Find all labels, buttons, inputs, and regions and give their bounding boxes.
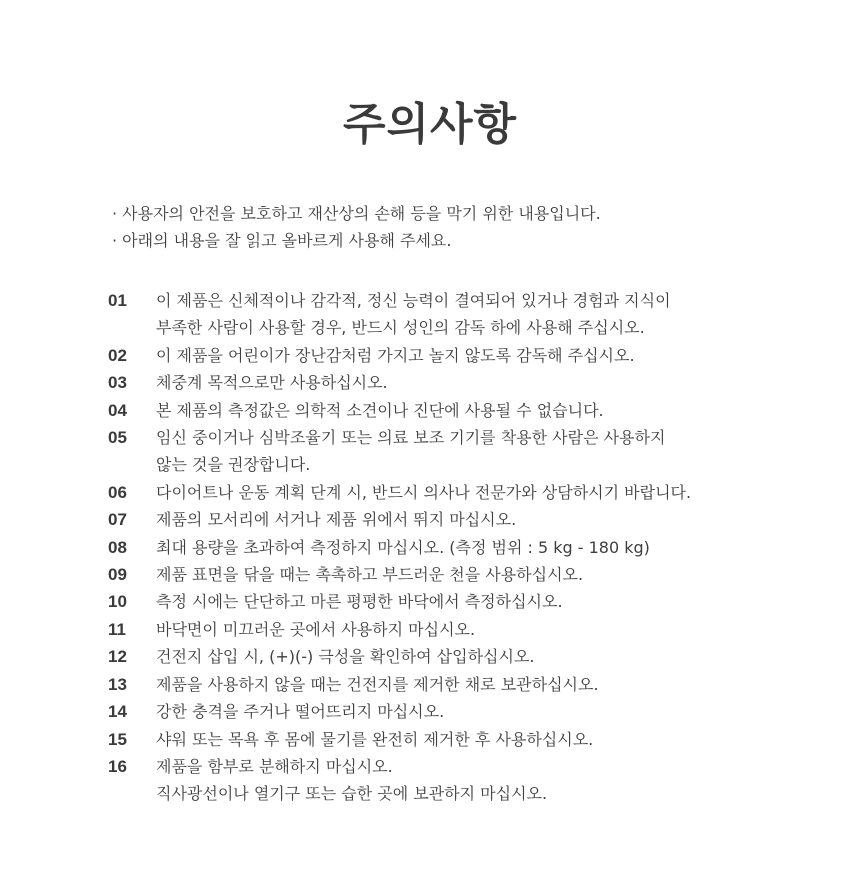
caution-text xyxy=(156,726,828,753)
caution-text-line: 부족한 사람이 사용할 경우, 반드시 성인의 감독 하에 사용해 주십시오. xyxy=(156,318,645,338)
intro-item: · 사용자의 안전을 보호하고 재산상의 손해 등을 막기 위한 내용입니다. xyxy=(112,204,601,223)
caution-number: 14 xyxy=(108,702,127,722)
caution-text xyxy=(156,424,828,479)
intro-list xyxy=(112,200,601,254)
caution-number: 15 xyxy=(108,729,127,749)
caution-text xyxy=(156,588,828,615)
caution-text xyxy=(156,698,828,725)
caution-text xyxy=(156,561,828,588)
caution-item xyxy=(108,588,828,615)
caution-text-line: 강한 충격을 주거나 떨어뜨리지 마십시오. xyxy=(156,702,445,722)
caution-number: 06 xyxy=(108,482,127,502)
caution-number: 03 xyxy=(108,373,127,393)
caution-number: 11 xyxy=(108,619,126,639)
caution-item xyxy=(108,397,828,424)
caution-text-line: 않는 것을 권장합니다. xyxy=(156,455,311,475)
caution-item xyxy=(108,671,828,698)
caution-item xyxy=(108,342,828,369)
caution-text-line: 임신 중이거나 심박조율기 또는 의료 보조 기기를 착용한 사람은 사용하지 xyxy=(156,428,666,448)
caution-text-line: 건전지 삽입 시, (+)(-) 극성을 확인하여 삽입하십시오. xyxy=(156,647,535,667)
caution-number: 05 xyxy=(108,428,127,448)
caution-text-line: 이 제품은 신체적이나 감각적, 정신 능력이 결여되어 있거나 경험과 지식이 xyxy=(156,291,671,310)
caution-text-line: 제품을 사용하지 않을 때는 건전지를 제거한 채로 보관하십시오. xyxy=(156,674,599,694)
caution-text xyxy=(156,369,828,396)
caution-item xyxy=(108,287,828,342)
caution-text xyxy=(156,753,828,808)
caution-item xyxy=(108,424,828,479)
caution-number: 10 xyxy=(108,592,127,612)
caution-text xyxy=(156,506,828,533)
caution-text-line: 제품의 모서리에 서거나 제품 위에서 뛰지 마십시오. xyxy=(156,510,517,530)
caution-number: 07 xyxy=(108,510,127,530)
caution-number: 02 xyxy=(108,345,127,365)
caution-number: 04 xyxy=(108,400,127,420)
caution-item xyxy=(108,753,828,808)
caution-text-line: 제품을 함부로 분해하지 마십시오. xyxy=(156,756,393,776)
caution-item xyxy=(108,479,828,506)
caution-text-line: 다이어트나 운동 계획 단계 시, 반드시 의사나 전문가와 상담하시기 바랍니다. xyxy=(156,482,692,502)
caution-text xyxy=(156,671,828,698)
caution-text-line: 최대 용량을 초과하여 측정하지 마십시오. (측정 범위 : 5 kg - 180 kg) xyxy=(156,537,650,557)
caution-number: 08 xyxy=(108,537,127,557)
caution-list xyxy=(108,287,828,808)
caution-item xyxy=(108,616,828,643)
caution-item xyxy=(108,726,828,753)
caution-text-line: 샤워 또는 목욕 후 몸에 물기를 완전히 제거한 후 사용하십시오. xyxy=(156,729,594,749)
intro-item: · 아래의 내용을 잘 읽고 올바르게 사용해 주세요. xyxy=(112,231,452,250)
caution-item xyxy=(108,369,828,396)
caution-text xyxy=(156,534,828,561)
caution-text xyxy=(156,342,828,369)
caution-number: 01 xyxy=(108,291,127,310)
caution-item xyxy=(108,643,828,670)
caution-text-line: 측정 시에는 단단하고 마른 평평한 바닥에서 측정하십시오. xyxy=(156,592,563,612)
caution-text xyxy=(156,479,828,506)
caution-item xyxy=(108,534,828,561)
caution-item xyxy=(108,561,828,588)
caution-text xyxy=(156,287,828,342)
caution-number: 16 xyxy=(108,756,127,776)
caution-number: 09 xyxy=(108,565,127,585)
page-title: 주의사항 xyxy=(342,99,517,150)
caution-number: 13 xyxy=(108,674,127,694)
caution-text-line: 제품 표면을 닦을 때는 촉촉하고 부드러운 천을 사용하십시오. xyxy=(156,565,584,585)
caution-text-line: 직사광선이나 열기구 또는 습한 곳에 보관하지 마십시오. xyxy=(156,784,548,804)
caution-text xyxy=(156,643,828,670)
caution-item xyxy=(108,698,828,725)
caution-item xyxy=(108,506,828,533)
caution-text-line: 본 제품의 측정값은 의학적 소견이나 진단에 사용될 수 없습니다. xyxy=(156,400,604,420)
caution-text xyxy=(156,397,828,424)
caution-text xyxy=(156,616,828,643)
caution-number: 12 xyxy=(108,647,127,667)
caution-text-line: 이 제품을 어린이가 장난감처럼 가지고 놀지 않도록 감독해 주십시오. xyxy=(156,345,635,365)
caution-text-line: 체중계 목적으로만 사용하십시오. xyxy=(156,373,388,393)
caution-text-line: 바닥면이 미끄러운 곳에서 사용하지 마십시오. xyxy=(156,619,476,639)
